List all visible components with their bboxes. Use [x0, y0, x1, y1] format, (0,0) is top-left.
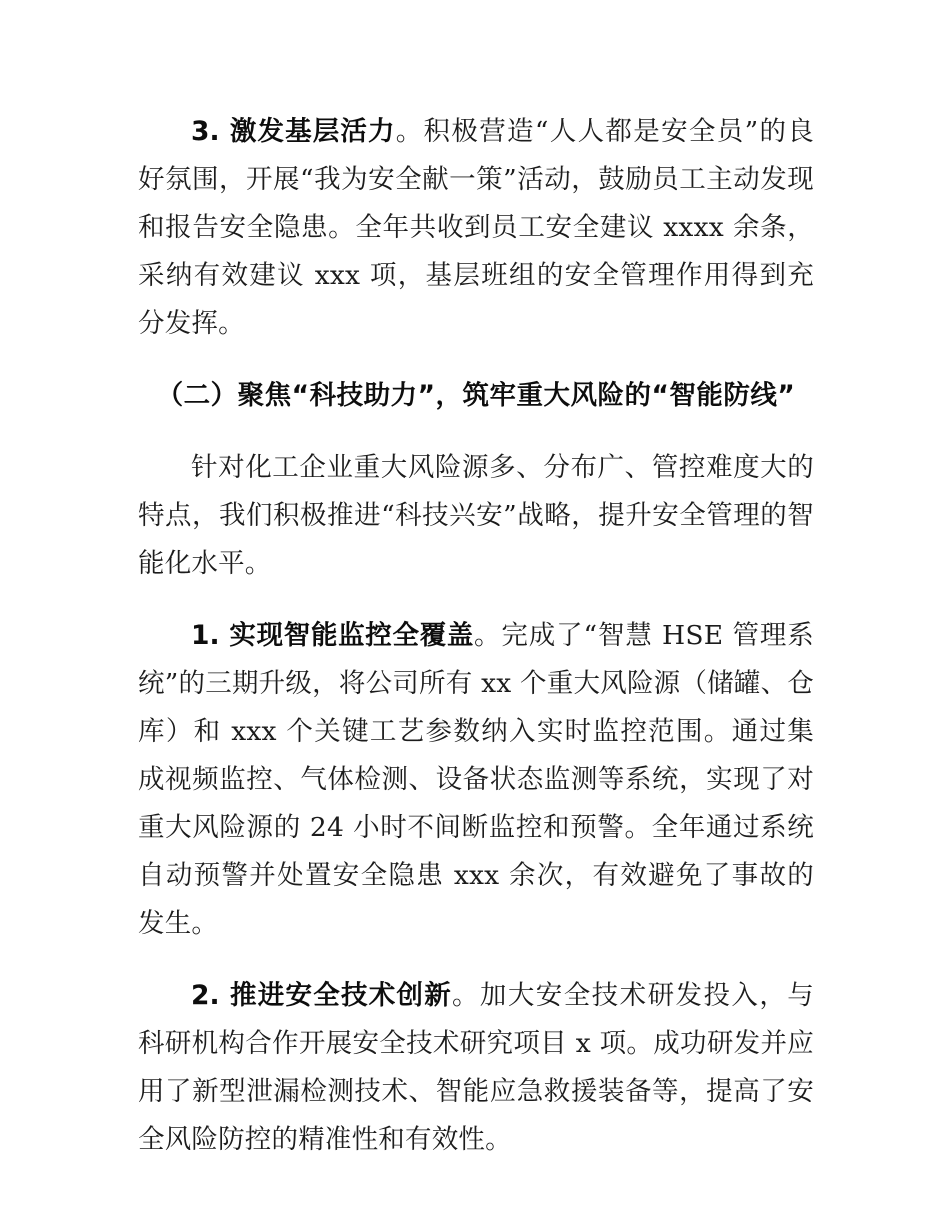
paragraph-section-intro: 针对化工企业重大风险源多、分布广、管控难度大的特点，我们积极推进“科技兴安”战略，提升安全管理的智能化水平。 [138, 452, 814, 579]
paragraph-item-1 [138, 612, 814, 948]
paragraph-item-3-lead: 3. 激发基层活力 [191, 116, 396, 147]
spacer-after-heading [138, 420, 814, 444]
spacer-before-heading [138, 348, 814, 372]
section-heading-2: （二）聚焦“科技助力”，筑牢重大风险的“智能防线” [156, 380, 796, 411]
document-body [138, 108, 814, 1164]
paragraph-item-2-body: 。加大安全技术研发投入，与科研机构合作开展安全技术研究项目 x 项。成功研发并应用了新型泄漏检测技术、智能应急救援装备等，提高了安全风险防控的精准性和有效性。 [138, 980, 814, 1155]
paragraph-item-2-lead: 2. 推进安全技术创新 [191, 980, 452, 1011]
paragraph-item-3 [138, 108, 814, 348]
page-header [0, 0, 950, 108]
page-footer [0, 1060, 950, 1230]
spacer-before-item-1 [138, 588, 814, 612]
spacer-before-item-2 [138, 948, 814, 972]
paragraph-item-3-body: 。积极营造“人人都是安全员”的良好氛围，开展“我为安全献一策”活动，鼓励员工主动发现和报告安全隐患。全年共收到员工安全建议 xxxx 余条，采纳有效建议 xxx 项，基层班组的安全管理作用得到充分发挥。 [138, 116, 815, 339]
paragraph-item-1-body: 。完成了“智慧 HSE 管理系统”的三期升级，将公司所有 xx 个重大风险源（储罐、仓库）和 xxx 个关键工艺参数纳入实时监控范围。通过集成视频监控、气体检测、设备状态监测等系统，实现了对重大风险源的 24 小时不间断监控和预警。全年通过系统自动预警并处置安全隐患 xxx 余次，有效避免了事故的发生。 [138, 620, 814, 939]
paragraph-item-1-lead: 1. 实现智能监控全覆盖 [191, 620, 475, 651]
